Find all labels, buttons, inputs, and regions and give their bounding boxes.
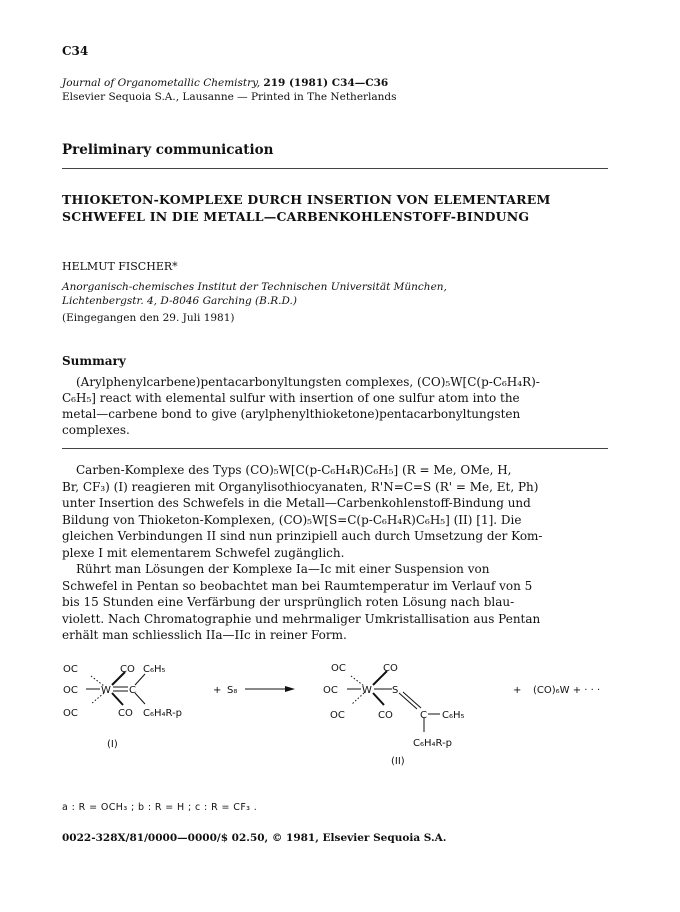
article-title [62, 191, 622, 225]
scheme-label: W [101, 685, 111, 696]
title-line: THIOKETON-KOMPLEXE DURCH INSERTION VON ELEMENTAREM [62, 192, 551, 207]
summary-heading: Summary [62, 354, 126, 368]
affiliation-line: Anorganisch-chemisches Institut der Technischen Universität München, [62, 281, 447, 293]
scheme-label: OC [323, 685, 338, 696]
body-line: Rührt man Lösungen der Komplexe Ia—Ic mit einer Suspension von [76, 562, 490, 576]
scheme-label: C₆H₅ [143, 664, 166, 675]
body-line: bis 15 Stunden eine Verfärbung der ursprünglich roten Lösung nach blau- [62, 595, 515, 609]
affiliation-line: Lichtenbergstr. 4, D-8046 Garching (B.R.D.) [62, 295, 297, 307]
copyright-footer: 0022-328X/81/0000—0000/$ 02.50, © 1981, Elsevier Sequoia S.A. [62, 832, 447, 844]
body-line: gleichen Verbindungen II sind nun prinzipiell auch durch Umsetzung der Kom- [62, 529, 543, 543]
scheme-label: CO [383, 663, 398, 674]
summary-line: complexes. [62, 423, 130, 437]
scheme-label: + [213, 685, 222, 696]
body-line: plexe I mit elementarem Schwefel zugänglich. [62, 545, 345, 560]
compound-label: (I) [107, 739, 118, 750]
scheme-label: W [362, 685, 372, 696]
received-date: (Eingegangen den 29. Juli 1981) [62, 312, 235, 324]
scheme-label: (CO)₆W + · · · [533, 685, 601, 696]
scheme-label: OC [63, 708, 78, 719]
journal-reference: 219 (1981) C34—C36 [263, 77, 389, 89]
body-line: Carben-Komplexe des Typs (CO)₅W[C(p-C₆H₄R)C₆H₅] (R = Me, OMe, H, [76, 463, 512, 477]
author-name: HELMUT FISCHER* [62, 260, 178, 273]
scheme-label: C₆H₄R-p [143, 708, 183, 719]
body-line: Schwefel in Pentan so beobachtet man bei Raumtemperatur im Verlauf von 5 [62, 578, 533, 593]
scheme-label: CO [118, 708, 133, 719]
publisher-line: Elsevier Sequoia S.A., Lausanne — Printed in The Netherlands [62, 91, 397, 103]
scheme-label: S₈ [227, 685, 238, 696]
scheme-label: C [129, 685, 136, 696]
scheme-label: C [420, 710, 427, 721]
scheme-label: + [513, 685, 522, 696]
summary-line: metal—carbene bond to give (arylphenylthioketone)pentacarbonyltungsten [62, 407, 521, 421]
compound-label: (II) [391, 756, 405, 767]
affiliation [62, 280, 447, 308]
reaction-arrow-icon [285, 686, 295, 692]
journal-citation [62, 76, 397, 104]
scheme-label: OC [63, 664, 78, 675]
scheme-label: CO [378, 710, 393, 721]
summary-line: (Arylphenylcarbene)pentacarbonyltungsten complexes, (CO)₅W[C(p-C₆H₄R)- [76, 375, 540, 389]
body-line: Br, CF₃) (I) reagieren mit Organylisothiocyanaten, R'N=C=S (R' = Me, Et, Ph) [62, 479, 539, 494]
journal-name: Journal of Organometallic Chemistry, [62, 77, 261, 89]
divider [62, 168, 608, 169]
scheme-label: OC [63, 685, 78, 696]
body-text [62, 462, 610, 644]
substituent-legend: a : R = OCH₃ ; b : R = H ; c : R = CF₃ . [62, 802, 258, 813]
scheme-label: OC [330, 710, 345, 721]
page-number: C34 [62, 44, 89, 58]
body-line: unter Insertion des Schwefels in die Metall—Carbenkohlenstoff-Bindung und [62, 496, 531, 510]
scheme-label: OC [331, 663, 346, 674]
scheme-label: S [392, 685, 399, 696]
body-line: Bildung von Thioketon-Komplexen, (CO)₅W[S=C(p-C₆H₄R)C₆H₅] (II) [1]. Die [62, 512, 522, 527]
summary-text [62, 374, 610, 438]
summary-line: C₆H₅] react with elemental sulfur with insertion of one sulfur atom into the [62, 391, 520, 405]
body-line: violett. Nach Chromatographie und mehrmaliger Umkristallisation aus Pentan [62, 611, 541, 626]
reaction-scheme [55, 656, 615, 778]
body-line: erhält man schliesslich IIa—IIc in reiner Form. [62, 628, 347, 642]
divider [62, 448, 608, 449]
scheme-label: C₆H₅ [442, 710, 465, 721]
scheme-label: C₆H₄R-p [413, 738, 453, 749]
scheme-label: CO [120, 664, 135, 675]
section-label: Preliminary communication [62, 142, 274, 158]
title-line: SCHWEFEL IN DIE METALL—CARBENKOHLENSTOFF-BINDUNG [62, 209, 530, 224]
